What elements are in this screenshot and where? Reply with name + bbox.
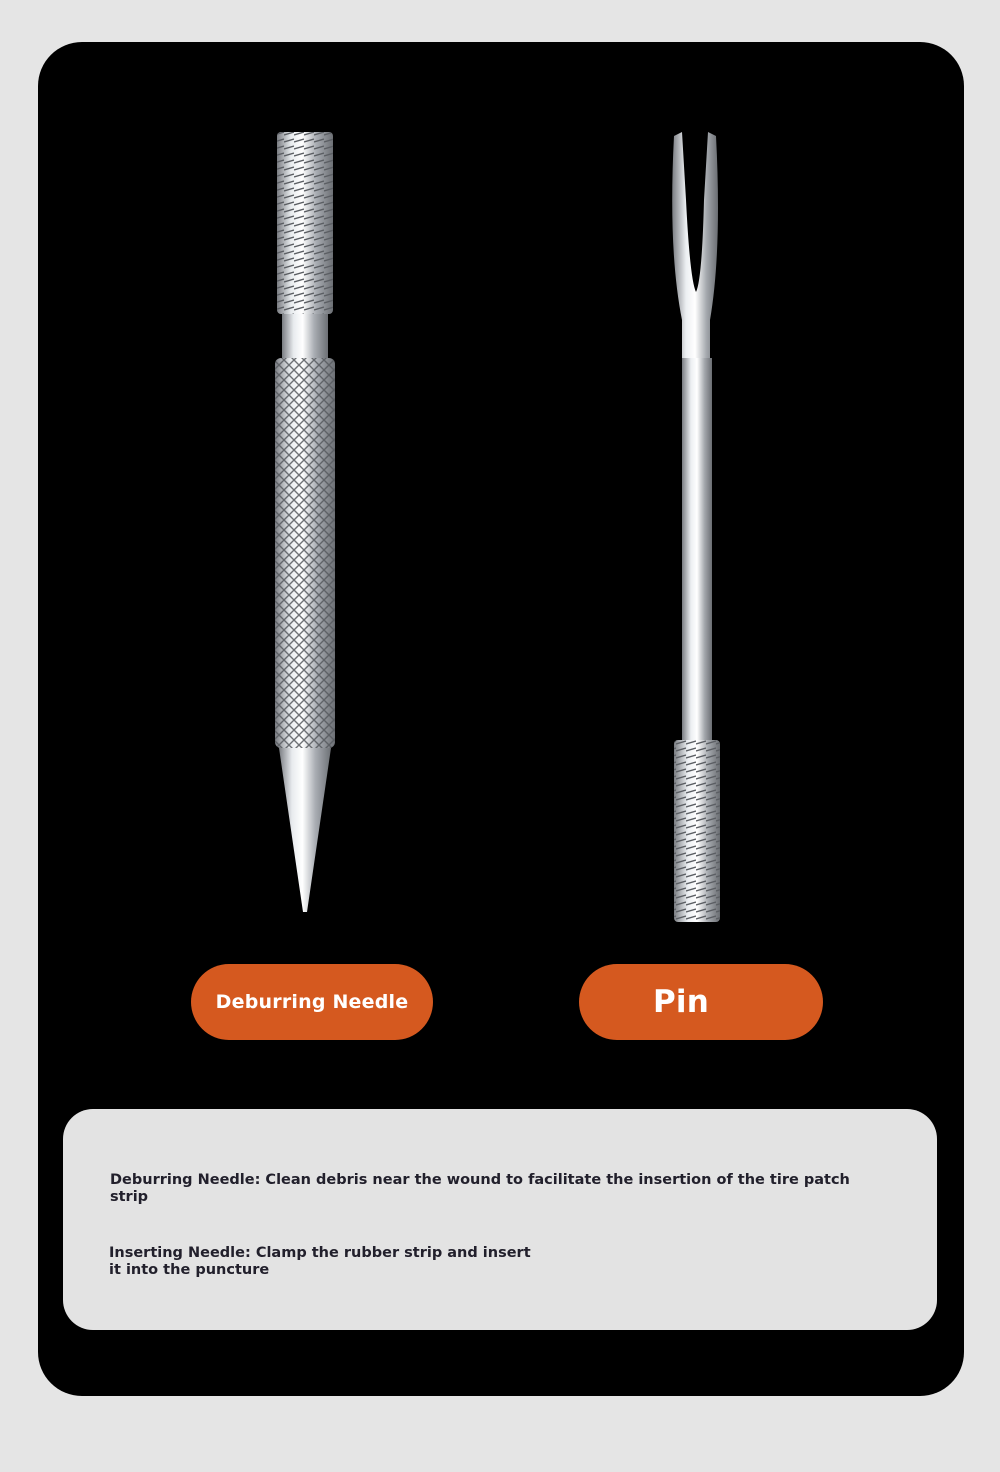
inserting-needle-description: Inserting Needle: Clamp the rubber strip and insert it into the puncture [109, 1245, 531, 1278]
deburring-needle-label: Deburring Needle [191, 964, 433, 1040]
deburring-needle-description: Deburring Needle: Clean debris near the wound to facilitate the insertion of the tire patch strip [110, 1172, 850, 1205]
description-box [63, 1109, 937, 1330]
pin-label: Pin [579, 964, 823, 1040]
inserting-pin-icon [656, 130, 740, 930]
deburring-needle-icon [264, 130, 348, 920]
product-card [38, 42, 964, 1396]
